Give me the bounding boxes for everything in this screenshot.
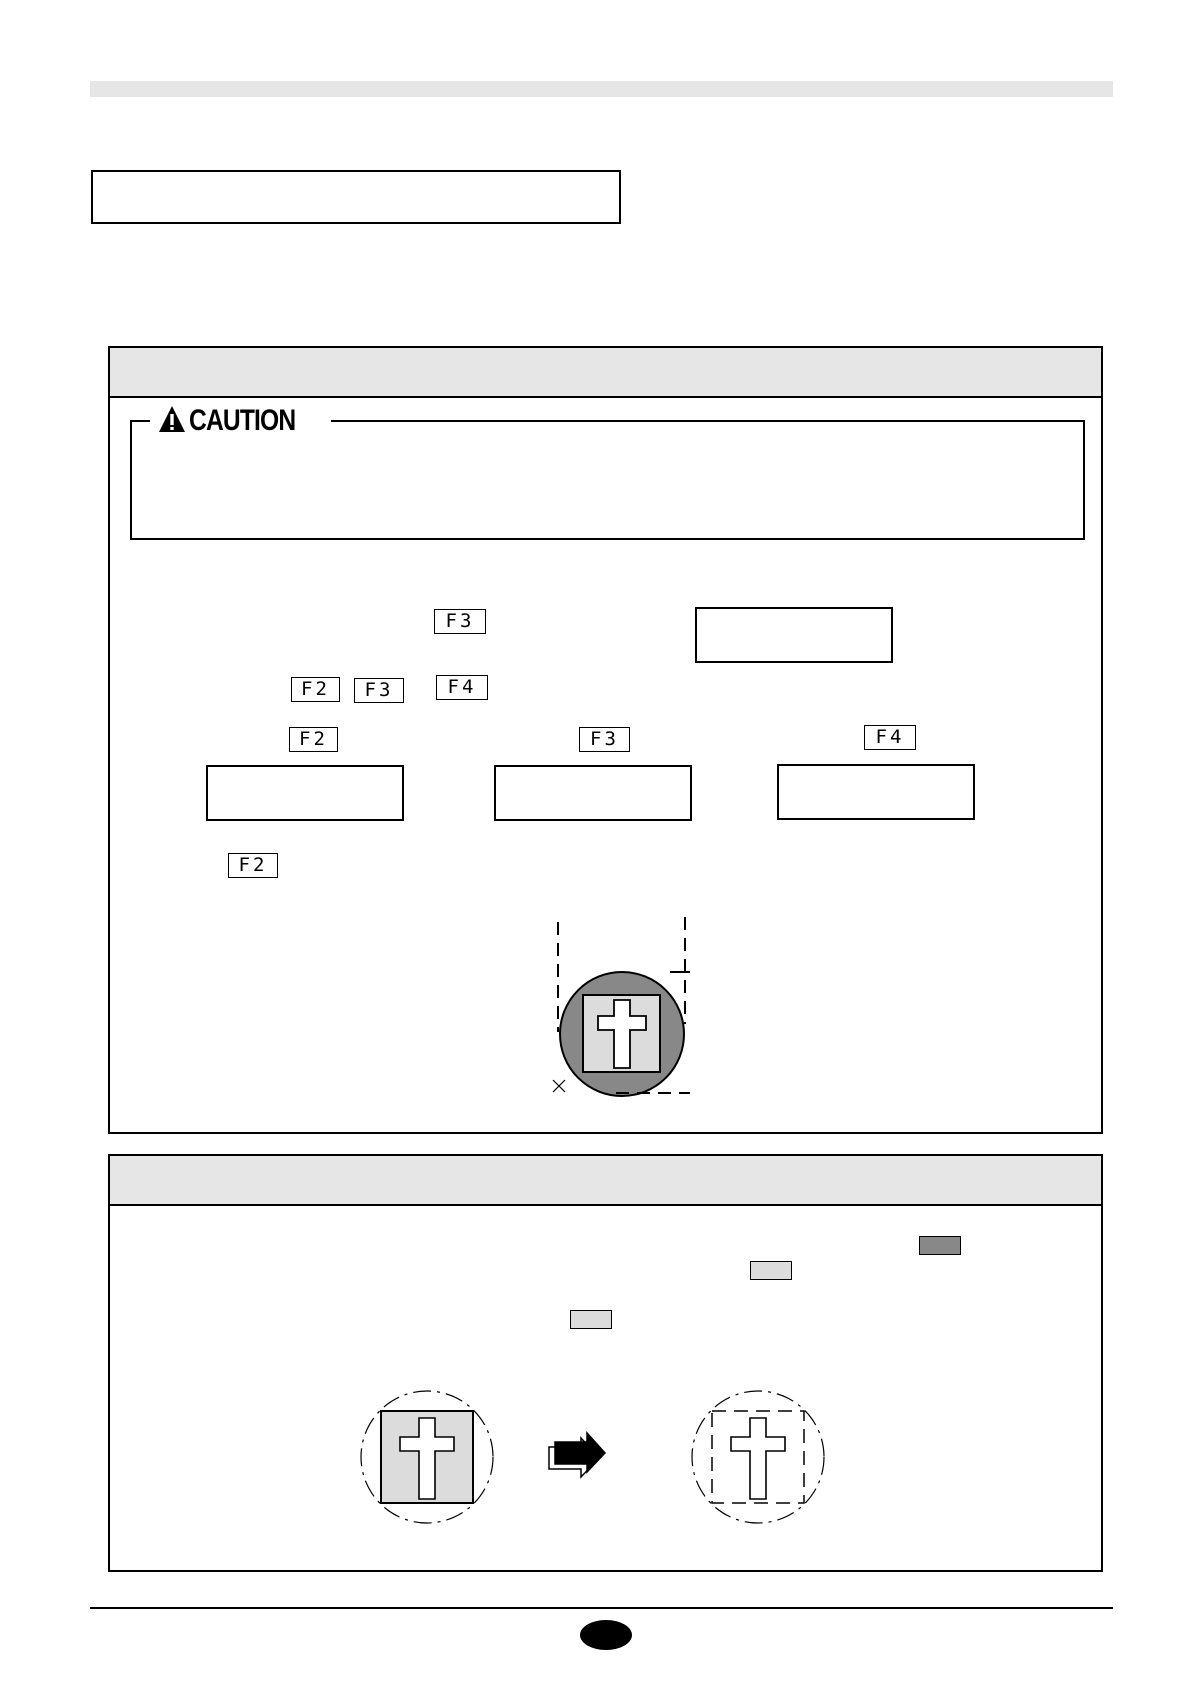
f2-key: F2 — [291, 677, 340, 702]
footer-rule — [90, 1607, 1113, 1609]
light-gray-swatch — [750, 1261, 792, 1280]
panel-procedure-header — [110, 348, 1101, 398]
lcd-display-f3 — [494, 765, 692, 821]
before-figure — [361, 1391, 493, 1523]
header-bar — [90, 81, 1113, 97]
f3-key: F3 — [434, 609, 486, 634]
engraving-area-figure — [540, 912, 700, 1097]
cross-icon — [731, 1418, 785, 1499]
light-gray-swatch — [570, 1310, 612, 1329]
caution-box — [130, 420, 1085, 540]
lcd-display-f2 — [206, 765, 404, 821]
before-after-figure — [355, 1385, 830, 1530]
panel-notes-header — [110, 1156, 1101, 1206]
f4-key: F4 — [864, 725, 916, 750]
page-number-badge — [580, 1620, 632, 1650]
f2-key: F2 — [228, 853, 278, 878]
caution-label: CAUTION — [189, 404, 296, 437]
f3-key: F3 — [579, 727, 630, 752]
f4-key: F4 — [436, 675, 488, 700]
right-arrow-icon — [549, 1433, 605, 1477]
f3-key: F3 — [354, 678, 404, 703]
dark-gray-swatch — [919, 1236, 961, 1255]
after-figure — [692, 1391, 824, 1523]
caution-heading — [150, 404, 331, 438]
warning-triangle-icon — [158, 405, 186, 438]
lcd-display-main — [695, 607, 893, 663]
f2-key: F2 — [289, 727, 338, 752]
section-title-box — [91, 170, 621, 224]
lcd-display-f4 — [777, 764, 975, 820]
